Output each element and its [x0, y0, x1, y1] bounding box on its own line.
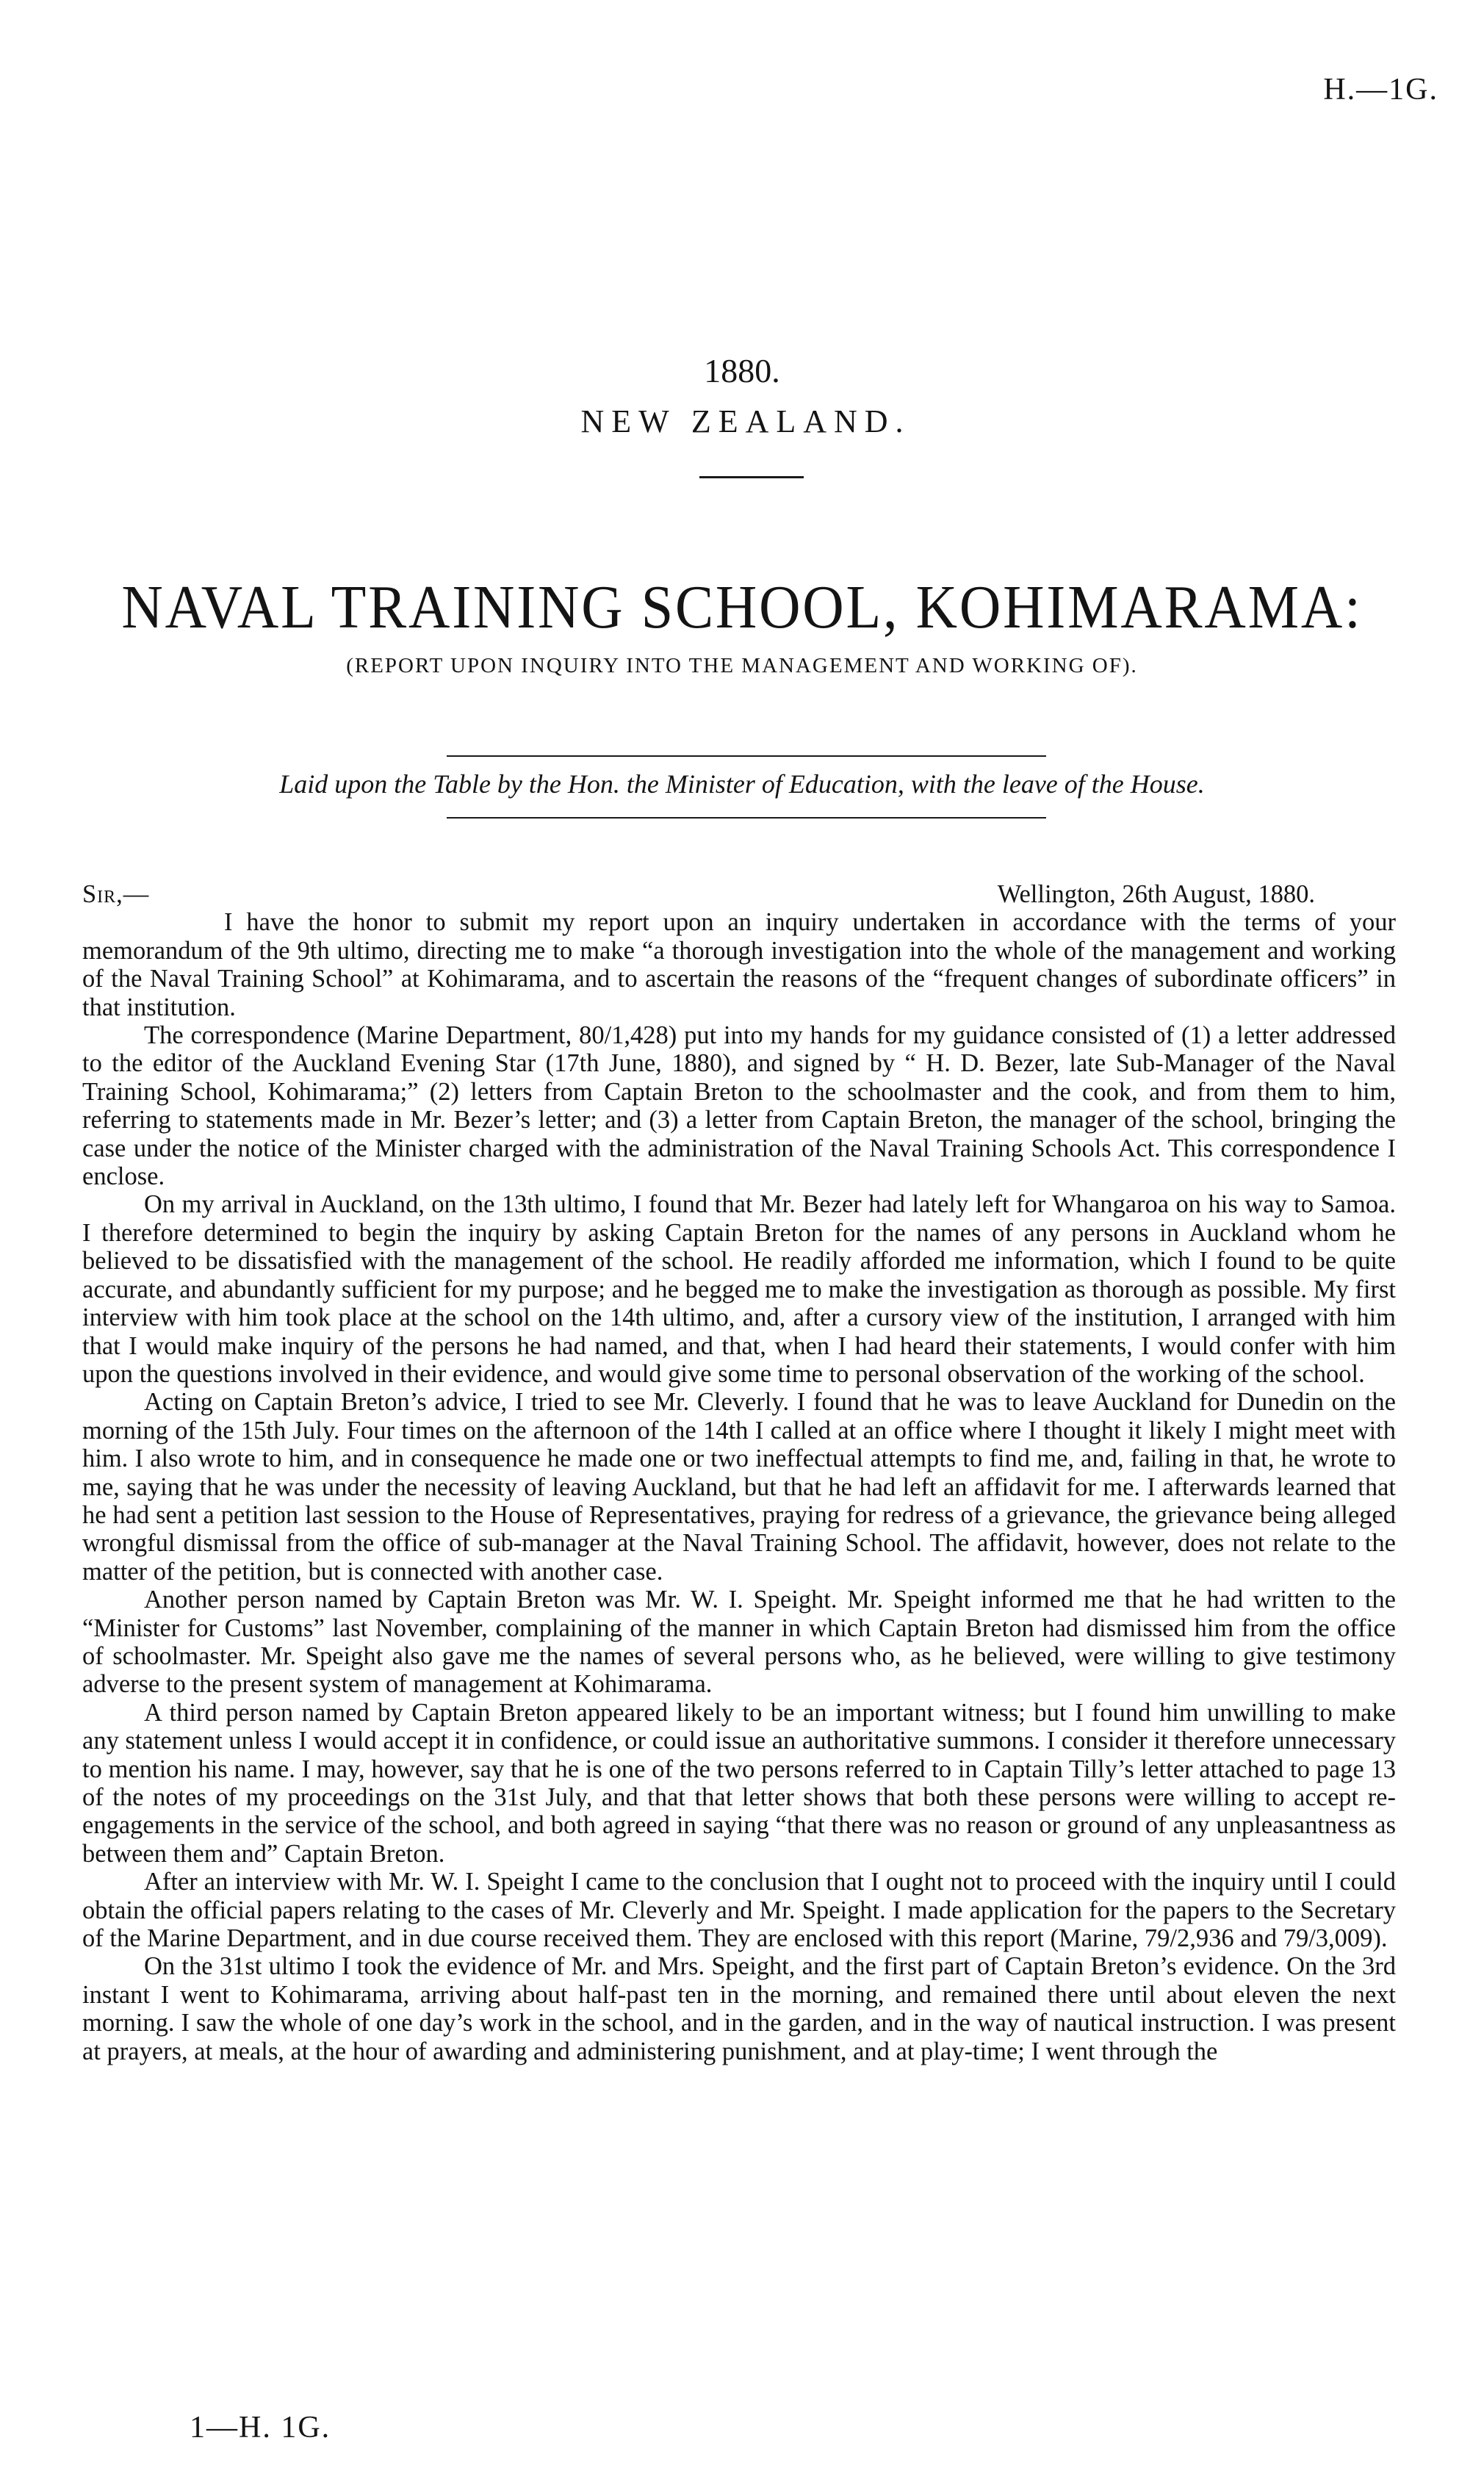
page-title: NAVAL TRAINING SCHOOL, KOHIMARAMA:	[121, 573, 1363, 641]
place-date: Wellington, 26th August, 1880.	[997, 880, 1315, 908]
paragraph: The correspondence (Marine Department, 80/1,428) put into my hands for my guidance consisted of (1) a letter addressed to the editor of the Auckland Evening Star (17th June, 1880), and signed by “ H. D. Bezer, late Sub-Manager of the Naval Training School, Kohimarama;” (2) letters from Captain Breton to the schoolmaster and the cook, and from them to him, referring to statements made in Mr. Bezer’s letter; and (3) a letter from Captain Breton, the manager of the school, bringing the case under the notice of the Minister charged with the administration of the Naval Training Schools Act. This correspondence I enclose.	[82, 1021, 1396, 1191]
salutation-row	[82, 880, 1396, 908]
short-divider	[699, 476, 804, 478]
salutation: Sir,—	[82, 880, 150, 908]
rule-above-notice	[447, 755, 1046, 757]
page-code: H.—1G.	[1323, 73, 1438, 107]
paragraph: After an interview with Mr. W. I. Speight I came to the conclusion that I ought not to proceed with the inquiry until I could obtain the official papers relating to the cases of Mr. Cleverly and Mr. Speight. I made application for the papers to the Secretary of the Marine Department, and in due course received them. They are enclosed with this report (Marine, 79/2,936 and 79/3,009).	[82, 1868, 1396, 1953]
rule-below-notice	[447, 817, 1046, 819]
paragraph: On my arrival in Auckland, on the 13th ultimo, I found that Mr. Bezer had lately left for Whangaroa on his way to Samoa. I therefore determined to begin the inquiry by asking Captain Breton for the names of any persons in Auckland whom he believed to be dissatisfied with the management of the school. He readily afforded me information, which I found to be quite accurate, and abundantly sufficient for my purpose; and he begged me to make the investigation as thorough as possible. My first interview with him took place at the school on the 14th ultimo, and, after a cursory view of the institution, I arranged with him that I would make inquiry of the persons he had named, and that, when I had heard their statements, I would confer with him upon the questions involved in their evidence, and would give some time to personal observation of the working of the school.	[82, 1190, 1396, 1388]
year: 1880.	[704, 352, 780, 389]
letter-body	[82, 880, 1396, 2065]
signature-ref: 1—H. 1G.	[190, 2411, 331, 2445]
paragraph: On the 31st ultimo I took the evidence of Mr. and Mrs. Speight, and the first part of Captain Breton’s evidence. On the 3rd instant I went to Kohimarama, arriving about half-past ten in the morning, and remained there until about eleven the next morning. I saw the whole of one day’s work in the school, and in the garden, and in the way of nautical instruction. I was present at prayers, at meals, at the hour of awarding and administering punishment, and at play-time; I went through the	[82, 1952, 1396, 2065]
paragraph: Another person named by Captain Breton was Mr. W. I. Speight. Mr. Speight informed me that he had written to the “Minister for Customs” last November, complaining of the manner in which Captain Breton had dismissed him from the office of schoolmaster. Mr. Speight also gave me the names of several persons who, as he believed, were willing to give testimony adverse to the present system of management at Kohimarama.	[82, 1586, 1396, 1699]
country-heading: NEW ZEALAND.	[580, 403, 911, 439]
laid-upon-notice: Laid upon the Table by the Hon. the Minister of Education, with the leave of the House.	[279, 769, 1205, 799]
paragraph: A third person named by Captain Breton appeared likely to be an important witness; but I found him unwilling to make any statement unless I would accept it in confidence, or could issue an authoritative summons. I consider it therefore unnecessary to mention his name. I may, however, say that he is one of the two persons referred to in Captain Tilly’s letter attached to page 13 of the notes of my proceedings on the 31st July, and that that letter shows that both these persons were willing to accept re-engagements in the service of the school, and both agreed in saying “that there was no reason or ground of any unpleasantness as between them and” Captain Breton.	[82, 1698, 1396, 1868]
page-subtitle: (REPORT UPON INQUIRY INTO THE MANAGEMENT AND WORKING OF).	[346, 654, 1138, 677]
paragraph: Acting on Captain Breton’s advice, I tried to see Mr. Cleverly. I found that he was to leave Auckland for Dunedin on the morning of the 15th July. Four times on the afternoon of the 14th I called at an office where I thought it likely I might meet with him. I also wrote to him, and in consequence he made one or two ineffectual attempts to find me, and, failing in that, he wrote to me, saying that he was under the necessity of leaving Auckland, but that he had left an affidavit for me. I afterwards learned that he had sent a petition last session to the House of Representatives, praying for redress of a grievance, the grievance being alleged wrongful dismissal from the office of sub-manager at the Naval Training School. The affidavit, however, does not relate to the matter of the petition, but is connected with another case.	[82, 1388, 1396, 1586]
paragraph: I have the honor to submit my report upon an inquiry undertaken in accordance with the terms of your memorandum of the 9th ultimo, directing me to make “a thorough investigation into the whole of the management and working of the Naval Training School” at Kohimarama, and to ascertain the reasons of the “frequent changes of subordinate officers” in that institution.	[82, 908, 1396, 1021]
